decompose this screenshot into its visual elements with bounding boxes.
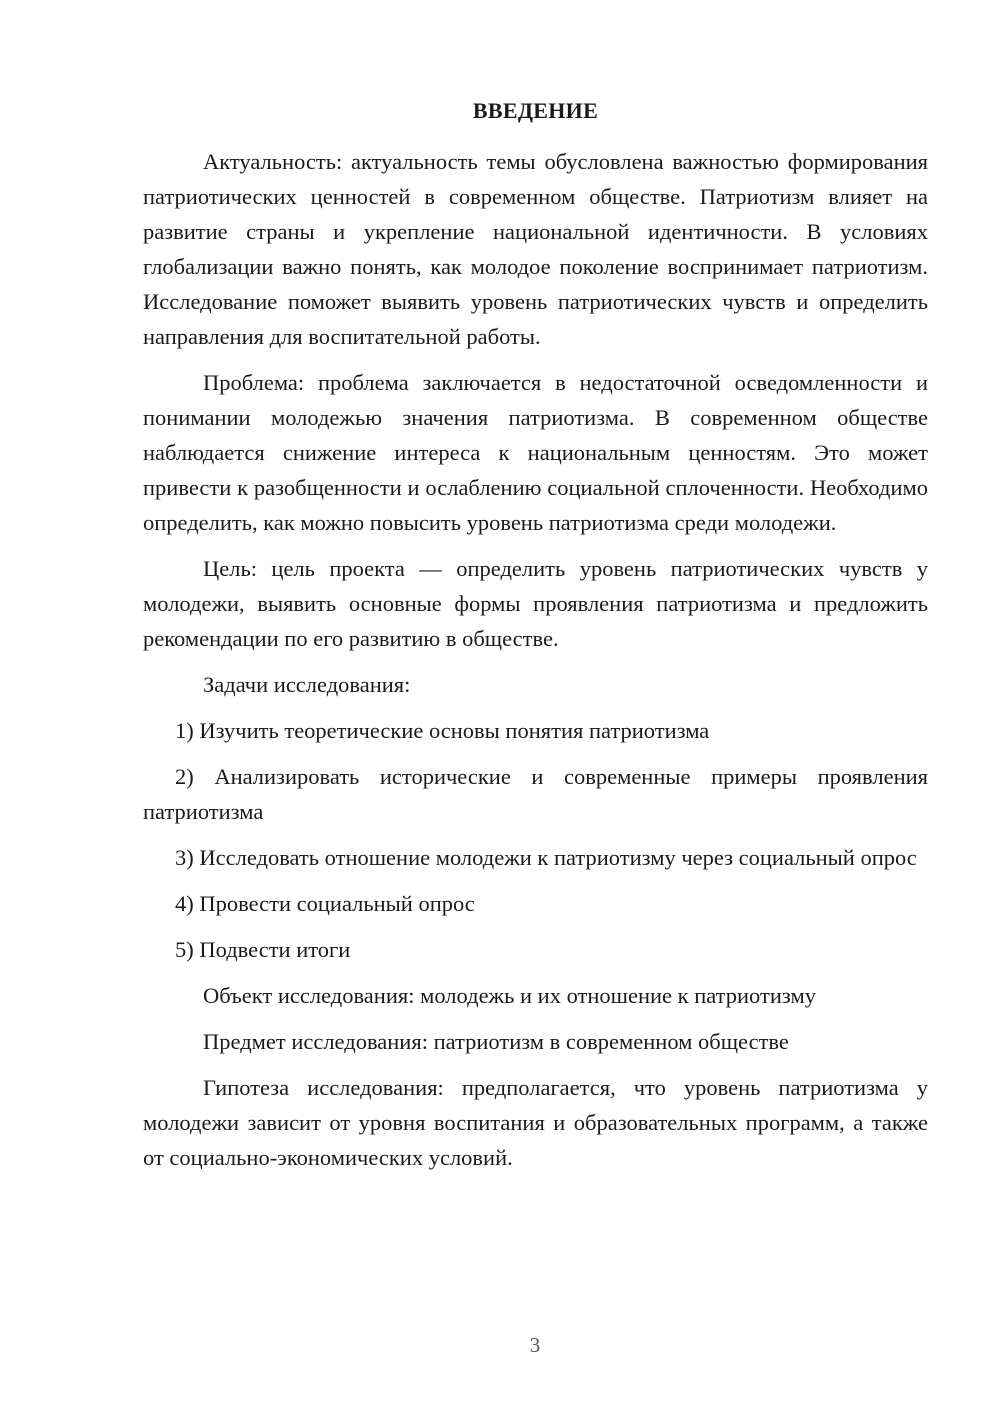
task-item-2: 2) Анализировать исторические и современные примеры проявления патриотизма	[143, 764, 928, 824]
section-title: ВВЕДЕНИЕ	[472, 98, 599, 123]
page-number: 3	[529, 1333, 541, 1357]
tasks-heading: Задачи исследования:	[203, 672, 411, 697]
document-page	[143, 96, 928, 1186]
problem-paragraph: Проблема: проблема заключается в недостаточной осведомленности и понимании молодежью значения патриотизма. В современном обществе наблюдается снижение интереса к национальным ценностям. Это может привести к разобщенности и ослаблению социальной сплоченности. Необходимо определить, как можно повысить уровень патриотизма среди молодежи.	[143, 370, 928, 535]
relevance-paragraph: Актуальность: актуальность темы обусловлена важностью формирования патриотических ценностей в современном обществе. Патриотизм влияет на развитие страны и укрепление национальной идентичности. В условиях глобализации важно понять, как молодое поколение воспринимает патриотизм. Исследование поможет выявить уровень патриотических чувств и определить направления для воспитательной работы.	[143, 149, 928, 349]
task-item-1: 1) Изучить теоретические основы понятия патриотизма	[175, 718, 710, 743]
research-object: Объект исследования: молодежь и их отношение к патриотизму	[203, 983, 816, 1008]
task-item-4: 4) Провести социальный опрос	[175, 891, 475, 916]
research-subject: Предмет исследования: патриотизм в современном обществе	[203, 1029, 789, 1054]
task-item-5: 5) Подвести итоги	[175, 937, 351, 962]
research-hypothesis: Гипотеза исследования: предполагается, что уровень патриотизма у молодежи зависит от уровня воспитания и образовательных программ, а также от социально-экономических условий.	[143, 1075, 928, 1170]
task-item-3: 3) Исследовать отношение молодежи к патриотизму через социальный опрос	[175, 845, 917, 870]
goal-paragraph: Цель: цель проекта — определить уровень патриотических чувств у молодежи, выявить основные формы проявления патриотизма и предложить рекомендации по его развитию в обществе.	[143, 556, 928, 651]
